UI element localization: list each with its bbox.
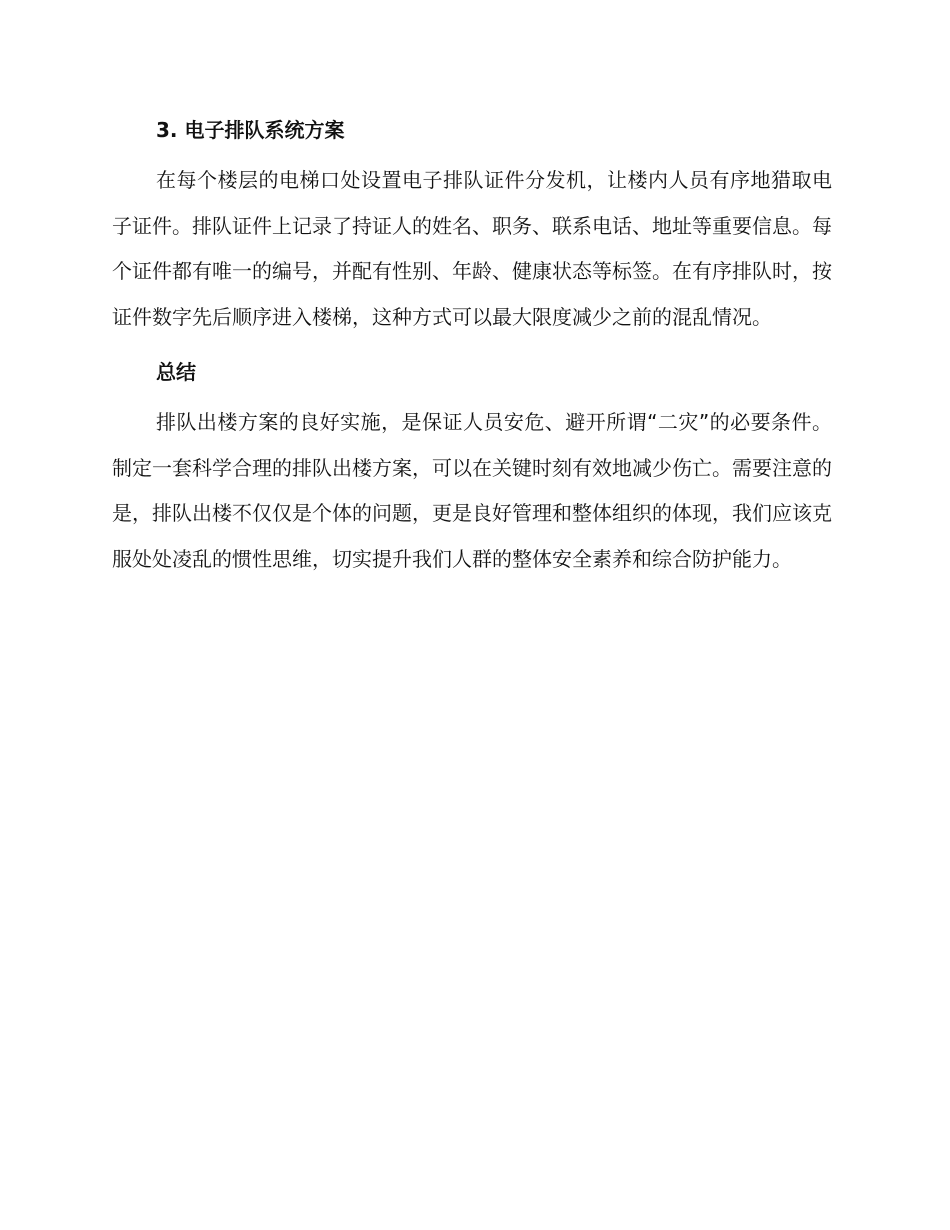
- summary-heading: 总结: [156, 360, 196, 384]
- summary-paragraph: 排队出楼方案的良好实施，是保证人员安危、避开所谓“二灾”的必要条件。制定一套科学合理的排队出楼方案，可以在关键时刻有效地减少伤亡。需要注意的是，排队出楼不仅仅是个体的问题，更是良好管理和整体组织的体现，我们应该克服处处凌乱的惯性思维，切实提升我们人群的整体安全素养和综合防护能力。: [112, 410, 832, 571]
- section-heading: 3. 电子排队系统方案: [156, 118, 345, 142]
- document-page: [112, 116, 832, 582]
- section-paragraph: 在每个楼层的电梯口处设置电子排队证件分发机，让楼内人员有序地猎取电子证件。排队证件上记录了持证人的姓名、职务、联系电话、地址等重要信息。每个证件都有唯一的编号，并配有性别、年龄、健康状态等标签。在有序排队时，按证件数字先后顺序进入楼梯，这种方式可以最大限度减少之前的混乱情况。: [112, 168, 832, 329]
